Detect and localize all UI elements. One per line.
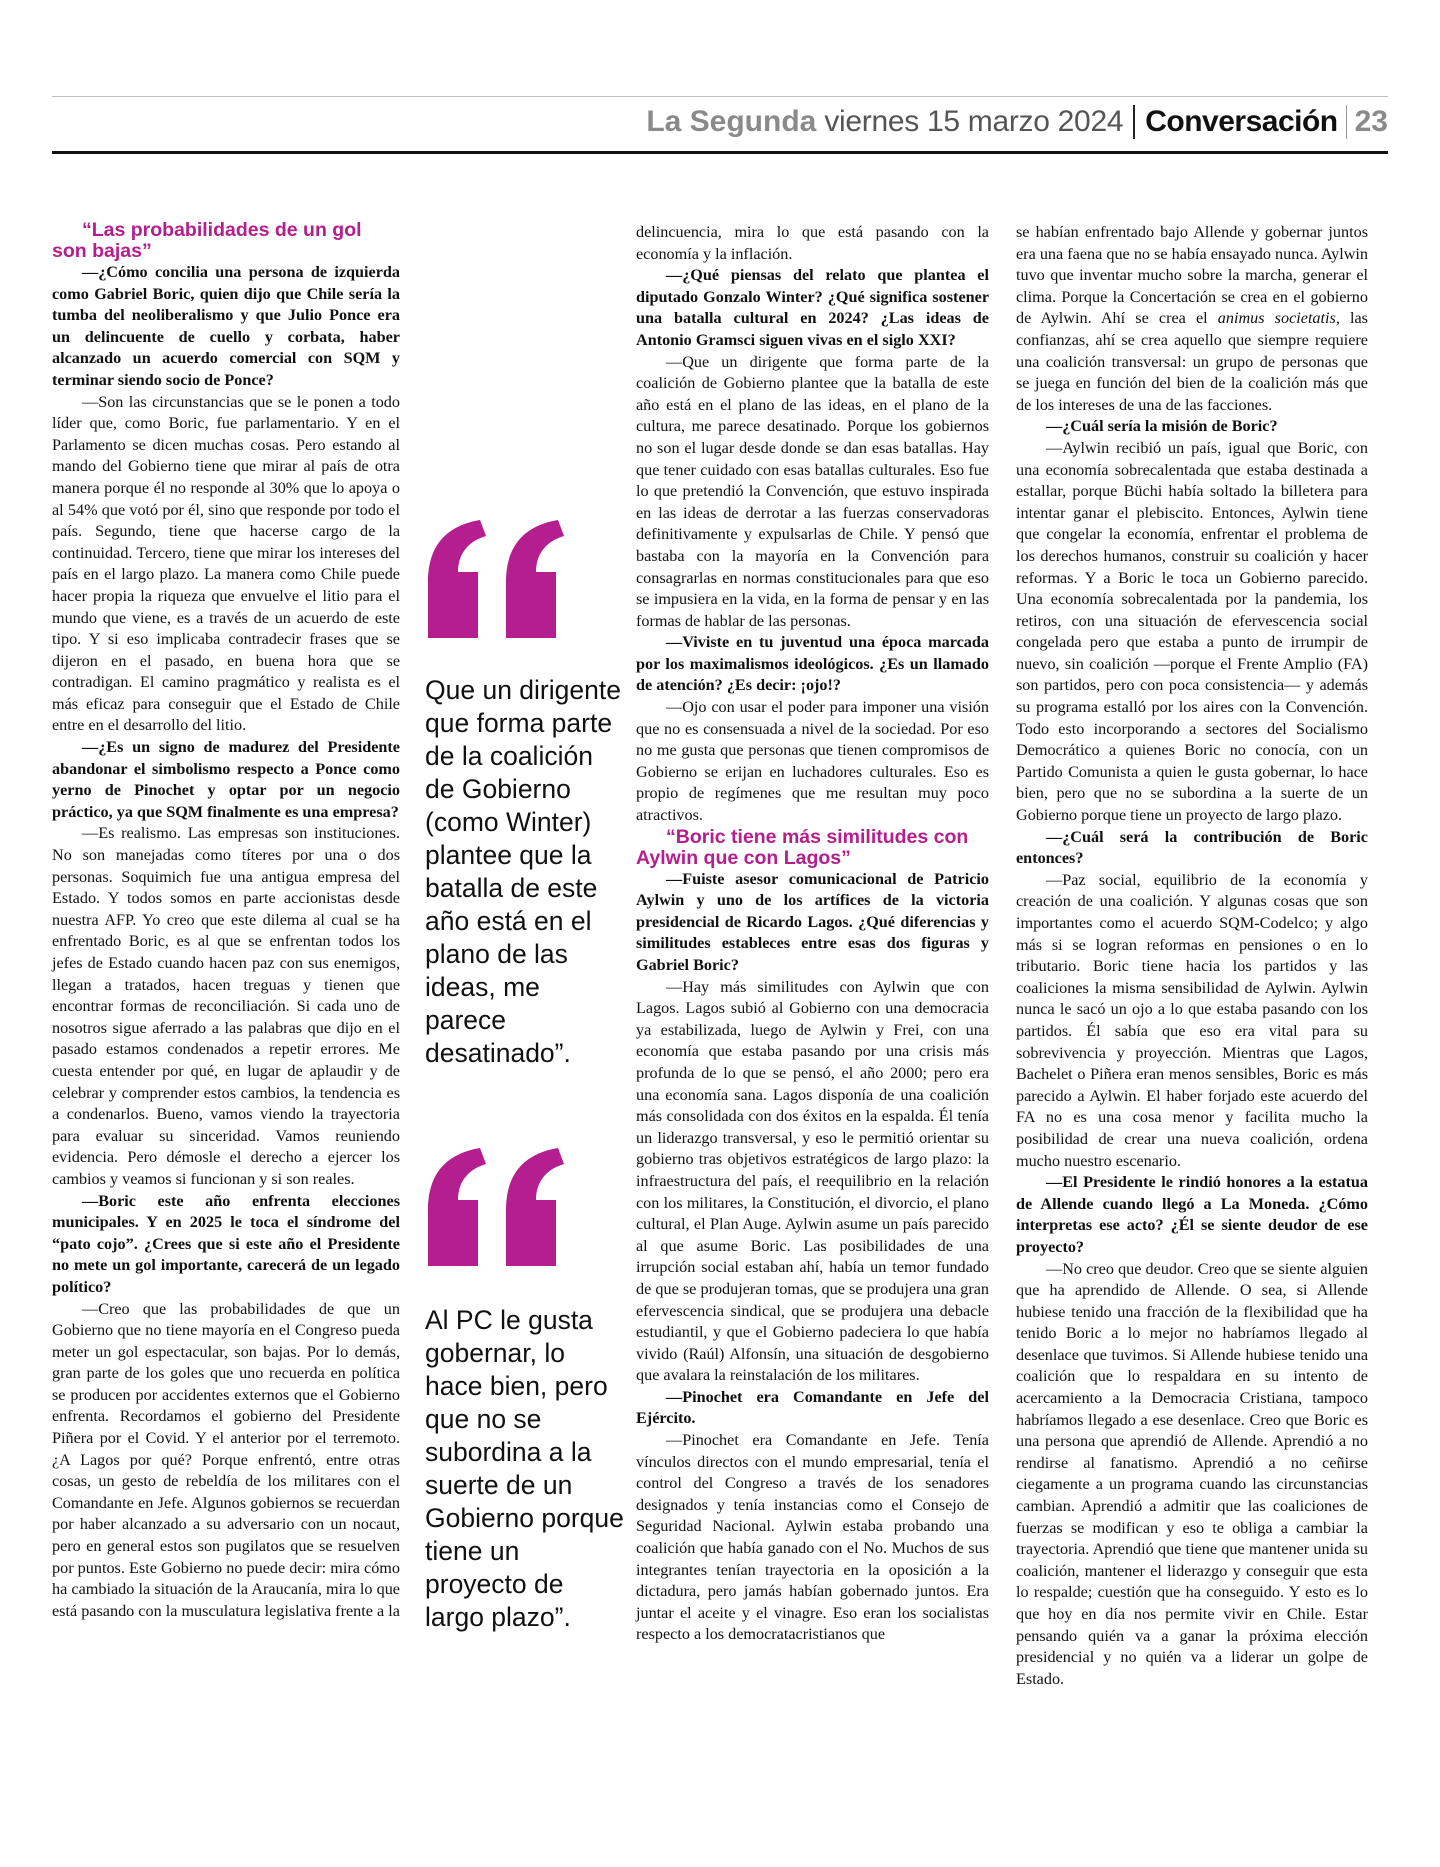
text-run: se habían enfrentado bajo Allende y gobernar juntos era una faena que no se había ensayado nunca. Aylwin tuvo que inventar mucho sobre la marcha, generar el clima. Porque la Concertación se crea en el gobierno de Aylwin. Ahí se crea el xyxy=(1016,223,1368,328)
interview-answer: —Son las circunstancias que se le ponen a todo líder que, como Boric, fue parlamentario. Y en el Parlamento se dicen muchas cosas. Pero estando al mando del Gobierno tiene que mirar al país de otra manera porque él no responde al 30% que lo apoya o al 54% que votó por él, sino que responde por todo el país. Segundo, tiene que hacerse cargo de la continuidad. Tercero, tiene que mirar los intereses del país en el largo plazo. La manera como Chile puede hacer propia la riqueza que envuelve el litio para el mundo que viene, es a través de un acuerdo de este tipo. Y si eso implicaba contradecir frases que se dijeron en el pasado, en buena hora que se contradigan. El camino pragmático y realista es el más eficaz para conseguir que el Estado de Chile entre en el desarrollo del litio. xyxy=(52,392,400,735)
interview-question: —Viviste en tu juventud una época marcada por los maximalismos ideológicos. ¿Es un llamado de atención? ¿Es decir: ¡ojo!? xyxy=(636,633,989,695)
header-divider xyxy=(1133,105,1135,139)
text-run: , las confianzas, ahí se crea aquello que siempre requiere una coalición transversal: un grupo de personas que se juega en función del bien de la coalición más que de los intereses de una de las facciones. xyxy=(1016,309,1368,414)
interview-question: —¿Cómo concilia una persona de izquierda como Gabriel Boric, quien dijo que Chile sería la tumba del neoliberalismo y que Julio Ponce era un delincuente de cuello y corbata, haber alcanzado un acuerdo comercial con SQM y terminar siendo socio de Ponce? xyxy=(52,263,400,389)
top-hairline xyxy=(52,96,1388,97)
interview-question: —Boric este año enfrenta elecciones municipales. Y en 2025 le toca el síndrome del “pato cojo”. ¿Crees que si este año el Presidente no mete un gol importante, carecerá de un legado político? xyxy=(52,1191,400,1296)
interview-answer: —Pinochet era Comandante en Jefe. Tenía vínculos directos con el mundo empresarial, tenía el control del Congreso a través de los senadores designados y tenía instancias como el Consejo de Seguridad Nacional. Aylwin estaba probando una coalición que había ganado con el No. Muchos de sus integrantes tenían trayectoria en la oposición a la dictadura, pero jamás habían gobernado juntos. Era juntar el aceite y el vinagre. Eso eran los socialistas respecto a los democratacristianos que xyxy=(636,1431,989,1644)
newspaper-name: La Segunda xyxy=(646,105,817,138)
interview-answer: —Que un dirigente que forma parte de la coalición de Gobierno plantee que la batalla de este año está en el plano de las ideas, en el plano de la cultura, me parece desatinado. Porque los gobiernos no son el lugar desde donde se dan esas batallas. Hay que tener cuidado con esas batallas culturales. Eso fue lo que pretendió la Convención, que estuvo inspirada en las ideas de derrotar a las fuerzas conservadoras definitivamente y expulsarlas de Chile. Y pensó que bastaba con la mayoría en la Convención para consagrarlas en normas constitucionales para que eso se impusiera en la vida, en la forma de pensar y en las formas de hablar de las personas. xyxy=(636,352,989,630)
interview-answer: delincuencia, mira lo que está pasando con la economía y la inflación. xyxy=(636,223,989,263)
section-name: Conversación xyxy=(1145,105,1338,138)
interview-answer: —Es realismo. Las empresas son instituciones. No son manejadas como títeres por una o dos personas. Soquimich fue una antigua empresa del Estado. Y todos somos en parte accionistas desde nuestra AFP. Yo creo que este dilema al cual se ha enfrentado Boric, es al que se enfrentan todos los jefes de Estado cuando hacen paz con sus enemigos, llegan a tratados, hacen treguas y tienen que encontrar formas de reconciliación. Si cada uno de nosotros sigue aferrado a las palabras que dijo en el pasado estamos condenados a repetir errores. Me cuesta entender por qué, en lugar de aplaudir y de celebrar y comprender estos cambios, la tendencia es a condenarlos. Bueno, vamos viendo la trayectoria para evaluar su sinceridad. Vamos reuniendo evidencia. Pero démosle el derecho a ejercer los cambios y veamos si funcionan y si son reales. xyxy=(52,824,400,1188)
interview-answer: —Aylwin recibió un país, igual que Boric, con una economía sobrecalentada que estaba destinada a estallar, porque Büchi había soltado la billetera para intentar ganar el plebiscito. Entonces, Aylwin tiene que congelar la economía, enfrentar el problema de los derechos humanos, construir su coalición y hacer reformas. Y a Boric le toca un Gobierno parecido. Una economía sobrecalentada por la pandemia, los retiros, con una situación de efervescencia social congelada pero que estaba a punto de irrumpir de nuevo, sin coalición —porque el Frente Amplio (FA) son partidos, pero con poca consistencia— y además su programa estalló por los aires con la Convención. Todo esto incorporando a sectores del Socialismo Democrático a quienes Boric no conocía, con un Partido Comunista a quien le gusta gobernar, lo hace bien, pero que no se subordina a la suerte de un Gobierno porque tiene un proyecto de largo plazo. xyxy=(1016,438,1368,825)
issue-date: viernes 15 marzo 2024 xyxy=(824,105,1124,138)
header-divider-thin xyxy=(1346,105,1347,139)
quote-mark-icon xyxy=(422,1148,572,1273)
column-1 xyxy=(52,220,400,1622)
pull-quote: Que un dirigente que forma parte de la coalición de Gobierno (como Winter) plantee que la batalla de este año está en el plano de las ideas, me parece desatinado”. xyxy=(425,675,621,1068)
interview-answer: —Paz social, equilibrio de la economía y creación de una coalición. Y algunas cosas que son importantes como el acuerdo SQM-Codelco; y algo más si se logran reformas en pensiones o en lo tributario. Boric tiene hacia los partidos y las coaliciones la misma sensibilidad de Aylwin. Aylwin nunca le sacó un ojo a lo que estaba pasando con los partidos. Él sabía que eso era vital para su sobrevivencia y proyección. Mientras que Lagos, Bachelet o Piñera eran menos sensibles, Boric es más parecido a Aylwin. El haber forjado este acuerdo del FA no es una cosa menor y facilita mucho la posibilidad de crear una nueva coalición, ordena mucho nuestro escenario. xyxy=(1016,870,1368,1170)
column-3 xyxy=(636,222,989,1646)
subheading: “Boric tiene más similitudes con Aylwin que con Lagos” xyxy=(636,825,969,869)
quote-mark-icon xyxy=(422,520,572,645)
page-header xyxy=(646,100,1388,144)
interview-question: —Pinochet era Comandante en Jefe del Ejército. xyxy=(636,1387,989,1428)
subheading: “Las probabilidades de un gol son bajas” xyxy=(52,219,362,262)
interview-question: —Fuiste asesor comunicacional de Patricio Aylwin y uno de los artífices de la victoria presidencial de Ricardo Lagos. ¿Qué diferencias y similitudes estableces entre esas dos figuras y Gabriel Boric? xyxy=(636,869,989,974)
interview-question: —¿Cuál será la contribución de Boric entonces? xyxy=(1016,827,1368,868)
column-4 xyxy=(1016,222,1368,1690)
interview-answer: —No creo que deudor. Creo que se siente alguien que ha aprendido de Allende. O sea, si Allende hubiese tenido una fracción de la flexibilidad que ha tenido Boric a lo mejor no habríamos llegado al desenlace que tuvimos. Si Allende hubiese tenido una coalición que lo respaldara en su intento de acercamiento a la Democracia Cristiana, tampoco habríamos llegado a ese desenlace. Creo que Boric es una persona que aprendió de Allende. Aprendió a no rendirse al fanatismo. Aprendió a no ceñirse ciegamente a un programa cuando las circunstancias cambian. Aprendió a admitir que las coaliciones de fuerzas se modifican y eso te obliga a cambiar la trayectoria. Aprendió que tiene que mantener unida su coalición, mantener el liderazgo y conseguir que esta lo respalde; cuestión que ha conseguido. Y esto es lo que hoy en día nos permite vivir en Chile. Estar pensando quién va a ganar la próxima elección presidencial y no quién va a liderar un golpe de Estado. xyxy=(1016,1259,1368,1688)
interview-answer xyxy=(1016,222,1368,416)
page-number: 23 xyxy=(1354,105,1388,138)
interview-answer: —Creo que las probabilidades de que un Gobierno que no tiene mayoría en el Congreso pueda meter un gol espectacular, son bajas. Por lo demás, gran parte de los goles que uno recuerda en política se producen por accidentes externos que el Gobierno enfrenta. Recordamos el gobierno del Presidente Piñera por el Covid. Y el anterior por el terremoto. ¿A Lagos por qué? Porque enfrentó, entre otras cosas, un gesto de rebeldía de los militares con el Comandante en Jefe. Algunos gobiernos se recuerdan por haber alcanzado a su adversario con un nocaut, pero en general estos son pugilatos que se resuelven por puntos. Este Gobierno no puede decir: mira cómo ha cambiado la situación de la Araucanía, mira lo que está pasando con la musculatura legislativa frente a la xyxy=(52,1299,400,1620)
interview-answer: —Hay más similitudes con Aylwin que con Lagos. Lagos subió al Gobierno con una democracia ya estabilizada, luego de Aylwin y Frei, con una economía que estaba pasando por una crisis más profunda de lo que se pensó, el año 2000; pero era una economía sana. Lagos disponía de una coalición más consolidada con dos éxitos en la espalda. Él tenía un liderazgo transversal, y eso le permitió orientar su gobierno tras objetivos estratégicos de largo plazo: la infraestructura del país, el reequilibrio en la relación con los militares, la Constitución, el divorcio, el plano cultural, el Plan Auge. Aylwin asume un país parecido al que asume Boric. Las posibilidades de una irrupción social estaban ahí, había un temor fundado de que se produjeran tomas, que se produjera una gran efervescencia sindical, que se produjera una debacle estudiantil, y que el Gobierno padeciera lo que había vivido (Raúl) Alfonsín, una situación de desgobierno que avalara la reinstalación de los militares. xyxy=(636,977,989,1385)
pull-quote: Al PC le gusta gobernar, lo hace bien, pero que no se subordina a la suerte de un Gobierno porque tiene un proyecto de largo plazo”. xyxy=(425,1305,624,1632)
interview-question: —¿Cuál sería la misión de Boric? xyxy=(1046,417,1278,436)
header-rule xyxy=(52,151,1388,154)
interview-question: —El Presidente le rindió honores a la estatua de Allende cuando llegó a La Moneda. ¿Cómo interpretas ese acto? ¿Él se siente deudor de ese proyecto? xyxy=(1016,1173,1368,1256)
interview-question: —¿Qué piensas del relato que plantea el diputado Gonzalo Winter? ¿Qué significa sostener una batalla cultural en 2024? ¿Las ideas de Antonio Gramsci siguen vivas en el siglo XXI? xyxy=(636,266,989,349)
interview-question: —¿Es un signo de madurez del Presidente abandonar el simbolismo respecto a Ponce como yerno de Pinochet y optar por un negocio práctico, ya que SQM finalmente es una empresa? xyxy=(52,738,400,821)
interview-answer: —Ojo con usar el poder para imponer una visión que no es consensuada a nivel de la sociedad. Por eso no me gusta que personas que tienen compromisos de Gobierno se erijan en luchadores culturales. Eso es propio de regímenes que me resultan muy poco atractivos. xyxy=(636,698,989,825)
italic-term: animus societatis xyxy=(1217,309,1336,328)
